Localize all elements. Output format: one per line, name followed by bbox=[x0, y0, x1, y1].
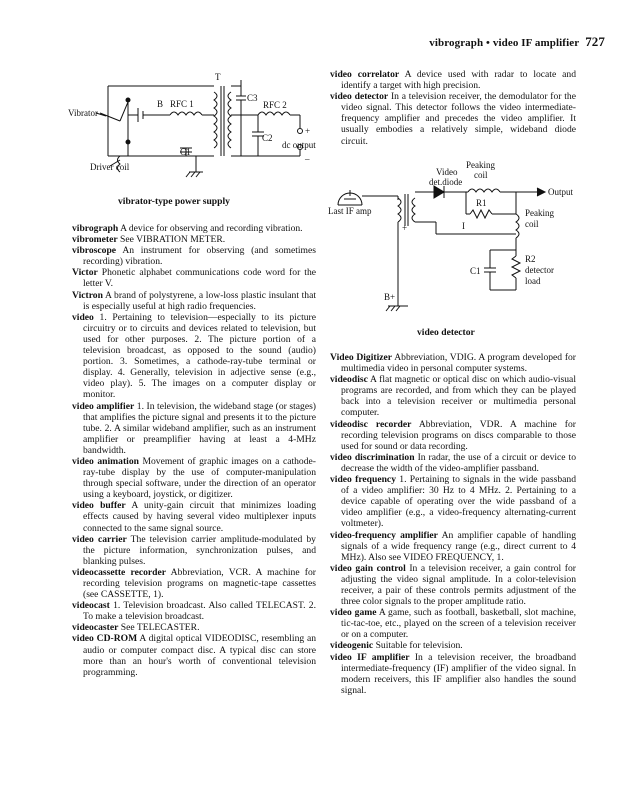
page-number: 727 bbox=[585, 34, 605, 49]
entry-term: videodisc recorder bbox=[330, 418, 412, 430]
fig2-label-c1: C1 bbox=[470, 266, 481, 276]
entry bbox=[330, 419, 576, 452]
fig1-label-vibrator: Vibrator bbox=[68, 108, 98, 118]
fig2-label-coil-top: coil bbox=[474, 170, 488, 180]
entry-term: Victron bbox=[72, 289, 103, 301]
entry-term: video carrier bbox=[72, 533, 127, 545]
fig1-label-c3: C3 bbox=[247, 93, 258, 103]
entry-definition: A device used with radar to locate and identify a target with high precision. bbox=[341, 69, 577, 92]
entry-term: video game bbox=[330, 607, 377, 619]
entry-term: Victor bbox=[72, 267, 98, 279]
entry bbox=[72, 534, 316, 567]
entry-definition: Abbreviation, VDR. A machine for recording television programs on discs comparable to those used for sound or data recording. bbox=[341, 418, 576, 452]
entry-definition: Phonetic alphabet communications code word for the letter V. bbox=[83, 267, 317, 290]
fig2-label-r2: R2 bbox=[525, 254, 536, 264]
fig2-label-r1: R1 bbox=[476, 198, 487, 208]
entry-term: video detector bbox=[330, 91, 389, 103]
entry bbox=[330, 91, 576, 146]
entry bbox=[72, 622, 316, 633]
entry-term: videocassette recorder bbox=[72, 566, 166, 578]
entry-definition: Abbreviation, VDIG. A program developed for multimedia video in personal computer systems. bbox=[341, 352, 577, 375]
entry-definition: A device for observing and recording vibration. bbox=[120, 223, 303, 234]
fig1-label-B: B bbox=[157, 99, 164, 109]
fig1-label-plus: + bbox=[305, 126, 311, 136]
entry bbox=[72, 401, 316, 456]
entry-term: Video Digitizer bbox=[330, 352, 393, 363]
entry-definition: A unity-gain circuit that minimizes loading effects caused by having several video multiplexer inputs connected to the same signal source. bbox=[83, 500, 316, 534]
entry-term: vibroscope bbox=[72, 245, 117, 257]
entry-term: video buffer bbox=[72, 500, 126, 512]
entry-definition: An amplifier capable of handling signals of a wide frequency range (e.g., direct current to 4 MHz). Also see VIDEO FREQUENCY, 1. bbox=[341, 529, 577, 563]
entry-definition: An instrument for observing (and sometimes recording) vibration. bbox=[83, 245, 317, 268]
entry-term: video amplifier bbox=[72, 400, 135, 412]
entry-term: video gain control bbox=[330, 562, 406, 574]
entry bbox=[72, 234, 316, 245]
entry bbox=[330, 452, 576, 474]
entry-definition: 1. Pertaining to signals in the wide passband of a video amplifier: 30 Hz to 4 MHz. 2. Pertaining to a device capable of operating over the wide passband of a video amplifier (e.g., a video-frequency alternating-current voltmeter). bbox=[341, 474, 576, 530]
entry-definition: 1. In television, the wideband stage (or stages) that amplifies the picture signal and presents it to the picture tube. 2. A similar wideband amplifier, such as an instrument amplifier or preamplifier having at least a 4-MHz bandwidth. bbox=[83, 400, 316, 456]
entry-definition: In a television receiver, the demodulator for the video signal. This detector follows the video intermediate-frequency amplifier and precedes the video amplifier. It usually embodies a relatively simple, wideband diode circuit. bbox=[341, 91, 576, 147]
entry-term: video correlator bbox=[330, 69, 400, 80]
fig2-label-peaking-right: Peaking bbox=[525, 208, 554, 218]
entry bbox=[72, 456, 316, 500]
entry-term: video bbox=[72, 311, 94, 323]
fig1-label-rfc2: RFC 2 bbox=[263, 100, 287, 110]
entry-definition: Abbreviation, VCR. A machine for recording television programs on magnetic-tape cassettes (see CASSETTE, 1). bbox=[83, 566, 316, 601]
figure2-caption: video detector bbox=[417, 327, 475, 338]
entry-term: video discrimination bbox=[330, 451, 415, 463]
entry-term: video-frequency amplifier bbox=[330, 529, 438, 541]
entry bbox=[330, 352, 576, 374]
fig1-label-minus: – bbox=[305, 154, 310, 164]
entry bbox=[72, 567, 316, 600]
entry-definition: In a television receiver, a gain control for adjusting the video signal amplitude. In a color-television receiver, a pair of these controls permits adjustment of the three color signals to the proper amplitude ratio. bbox=[341, 562, 576, 608]
fig1-label-T: T bbox=[215, 72, 221, 82]
entry-term: vibrometer bbox=[72, 234, 118, 246]
entry-term: videodisc bbox=[330, 374, 368, 386]
fig1-label-c1: C1 bbox=[180, 147, 191, 157]
entry-term: video CD-ROM bbox=[72, 633, 138, 645]
fig2-label-output: Output bbox=[548, 187, 574, 197]
entry bbox=[72, 267, 316, 289]
entry-term: video frequency bbox=[330, 474, 396, 486]
fig2-label-bplus: B+ bbox=[384, 292, 396, 302]
entry-term: videocast bbox=[72, 600, 110, 612]
entry bbox=[330, 607, 576, 640]
fig2-label-det-diode: det.diode bbox=[429, 177, 463, 187]
fig2-label-detector: detector bbox=[525, 265, 554, 275]
entry-definition: A brand of polystyrene, a low-loss plastic insulant that is especially useful at high radio frequencies. bbox=[83, 289, 316, 312]
entry bbox=[72, 312, 316, 401]
fig1-label-rfc1: RFC 1 bbox=[170, 99, 194, 109]
entry-definition: A digital optical VIDEODISC, resembling an audio or computer compact disc. A typical disc can store more than an hour's worth of conventional television programming. bbox=[83, 633, 317, 678]
fig2-label-peaking-top: Peaking bbox=[466, 160, 495, 170]
figure1-caption: vibrator-type power supply bbox=[118, 196, 230, 207]
fig2-label-video: Video bbox=[436, 167, 458, 177]
entry-definition: 1. Pertaining to television—especially to its picture circuitry or to circuits and devices related to television, but used for other purposes. 2. The picture portion of a television broadcast, as opposed to the sound (audio) portion. 3. Sometimes, a cathode-ray-tube terminal or display. 4. Generally, television in adjective sense (e.g., video play). 5. The images on a computer display or monitor. bbox=[83, 311, 316, 401]
left-column bbox=[72, 223, 316, 678]
right-column-top bbox=[330, 69, 576, 147]
entry-term: video IF amplifier bbox=[330, 651, 410, 663]
fig1-label-dc-output: dc output bbox=[282, 140, 316, 150]
entry bbox=[330, 69, 576, 91]
fig1-label-driver-coil: Driver coil bbox=[90, 162, 130, 172]
entry-definition: Movement of graphic images on a cathode-ray-tube display by the use of computer-manipulation through special software, under the direction of an operator using a keyboard, joystick, or digitizer. bbox=[83, 455, 316, 501]
entry bbox=[72, 223, 316, 234]
entry-definition: In radar, the use of a circuit or device to decrease the width of the video-amplifier passband. bbox=[341, 451, 577, 474]
entry bbox=[330, 474, 576, 529]
entry bbox=[72, 245, 316, 267]
fig2-label-load: load bbox=[525, 276, 541, 286]
entry-term: vibrograph bbox=[72, 223, 119, 234]
entry bbox=[72, 500, 316, 533]
entry-definition: The television carrier amplitude-modulated by the picture information, synchronization pulses, and blanking pulses. bbox=[83, 533, 316, 567]
entry bbox=[330, 652, 576, 696]
entry-term: videogenic bbox=[330, 640, 374, 652]
entry-definition: Suitable for television. bbox=[375, 640, 463, 652]
entry-definition: See TELECASTER. bbox=[120, 622, 200, 634]
entry bbox=[72, 633, 316, 677]
entry-definition: A flat magnetic or optical disc on which audio-visual programs are recorded, and from which they can be played back into a television receiver or multimedia personal computer. bbox=[341, 374, 576, 419]
fig2-label-coil-right: coil bbox=[525, 219, 539, 229]
entry bbox=[72, 290, 316, 312]
entry bbox=[72, 600, 316, 622]
entry bbox=[330, 530, 576, 563]
entry-definition: A game, such as football, basketball, slot machine, tic-tac-toe, etc., played on the screen of a television receiver or on a computer. bbox=[341, 607, 576, 641]
entry bbox=[330, 374, 576, 418]
running-title: vibrograph • video IF amplifier bbox=[429, 37, 580, 49]
entry bbox=[330, 563, 576, 607]
fig2-label-current: I bbox=[462, 221, 465, 231]
entry bbox=[330, 640, 576, 651]
fig1-label-c2: C2 bbox=[262, 133, 273, 143]
fig2-label-last-if-amp: Last IF amp bbox=[328, 206, 372, 216]
entry-definition: In a television receiver, the broadband intermediate-frequency (IF) amplifier of the video signal. In modern receivers, this IF amplifier also handles the sound signal. bbox=[341, 651, 577, 696]
entry-definition: See VIBRATION METER. bbox=[120, 234, 226, 246]
fig2-label-plus: + bbox=[402, 223, 408, 233]
entry-definition: 1. Television broadcast. Also called TELECAST. 2. To make a television broadcast. bbox=[83, 600, 316, 623]
entry-term: video animation bbox=[72, 455, 139, 467]
right-column bbox=[330, 352, 576, 696]
entry-term: videocaster bbox=[72, 622, 119, 634]
